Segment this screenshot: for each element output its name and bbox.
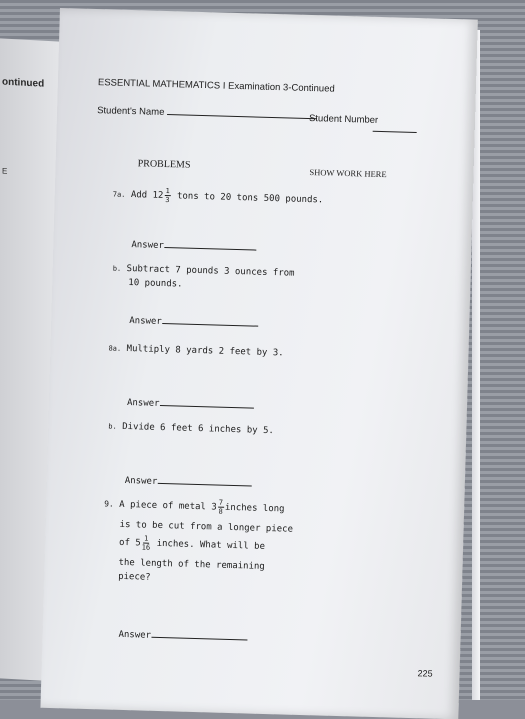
problem-8b-number: b. <box>108 422 117 431</box>
problem-8a-text: Multiply 8 yards 2 feet by 3. <box>126 343 284 359</box>
problem-7b <box>113 264 295 279</box>
problem-9-line1 <box>104 495 285 517</box>
answer-label: Answer <box>131 240 165 251</box>
fraction-numerator: 7 <box>218 498 224 507</box>
answer-8b-field[interactable] <box>157 483 251 487</box>
problem-9-line3 <box>119 534 265 555</box>
answer-9-field[interactable] <box>151 637 247 641</box>
problem-9-line2: is to be cut from a longer piece <box>119 519 294 535</box>
answer-7a-row <box>131 240 256 253</box>
answer-label: Answer <box>126 398 160 409</box>
fraction-denominator: 8 <box>218 507 223 516</box>
answer-7b-field[interactable] <box>162 323 258 327</box>
problem-9-line4: the length of the remaining <box>118 557 265 572</box>
left-page-word: ontinued <box>2 76 45 90</box>
student-name-label: Student's Name <box>96 105 165 118</box>
student-number-field[interactable] <box>373 131 417 133</box>
answer-label: Answer <box>118 629 152 641</box>
problem-7a-text-post: tons to 20 tons 500 pounds. <box>176 191 324 206</box>
fraction-numerator: 1 <box>143 534 149 543</box>
answer-label: Answer <box>129 316 162 327</box>
answer-7b-row <box>129 316 258 330</box>
problem-7a-number: 7a. <box>112 190 126 199</box>
problem-7b-number: b. <box>112 264 122 273</box>
problem-7a <box>113 186 324 209</box>
answer-8b-row <box>125 476 252 490</box>
student-name-field[interactable] <box>167 114 317 119</box>
problem-7b-line1: Subtract 7 pounds 3 ounces from <box>126 263 295 279</box>
answer-label: Answer <box>124 475 158 487</box>
student-name-row <box>97 105 317 122</box>
problem-8a-number: 8a. <box>108 344 122 353</box>
problems-heading: PROBLEMS <box>137 158 191 171</box>
answer-8a-field[interactable] <box>159 405 253 409</box>
fraction-one-third <box>164 187 171 204</box>
problem-9-text-post: inches long <box>224 502 285 515</box>
fraction-denominator: 3 <box>165 196 170 205</box>
student-number-label: Student Number <box>308 112 379 126</box>
problem-9-line3-pre: of 5 <box>118 537 141 549</box>
problem-8b <box>108 422 274 437</box>
fraction-one-sixteenth <box>142 534 151 551</box>
fraction-numerator: 1 <box>165 187 170 196</box>
show-work-heading: SHOW WORK HERE <box>309 167 387 180</box>
answer-8a-row <box>127 398 254 412</box>
fraction-seven-eighths <box>217 499 224 516</box>
problem-7a-text-pre: Add 12 <box>130 190 164 201</box>
fraction-denominator: 16 <box>141 543 151 552</box>
answer-7a-field[interactable] <box>164 247 256 251</box>
page-number: 225 <box>417 668 433 679</box>
answer-9-row <box>118 630 247 644</box>
problem-9-line3-post: inches. What will be <box>156 538 266 552</box>
problem-9-text-pre: A piece of metal 3 <box>119 499 217 513</box>
problem-7b-line2: 10 pounds. <box>128 278 183 290</box>
problem-9-number: 9. <box>104 499 114 509</box>
exam-title: ESSENTIAL MATHEMATICS I Examination 3-Continued <box>97 77 335 95</box>
problem-8b-text: Divide 6 feet 6 inches by 5. <box>122 421 274 437</box>
left-page-letter: E <box>2 166 8 176</box>
problem-8a <box>108 343 283 358</box>
exam-page <box>40 8 477 719</box>
problem-9-line5: piece? <box>117 571 151 583</box>
